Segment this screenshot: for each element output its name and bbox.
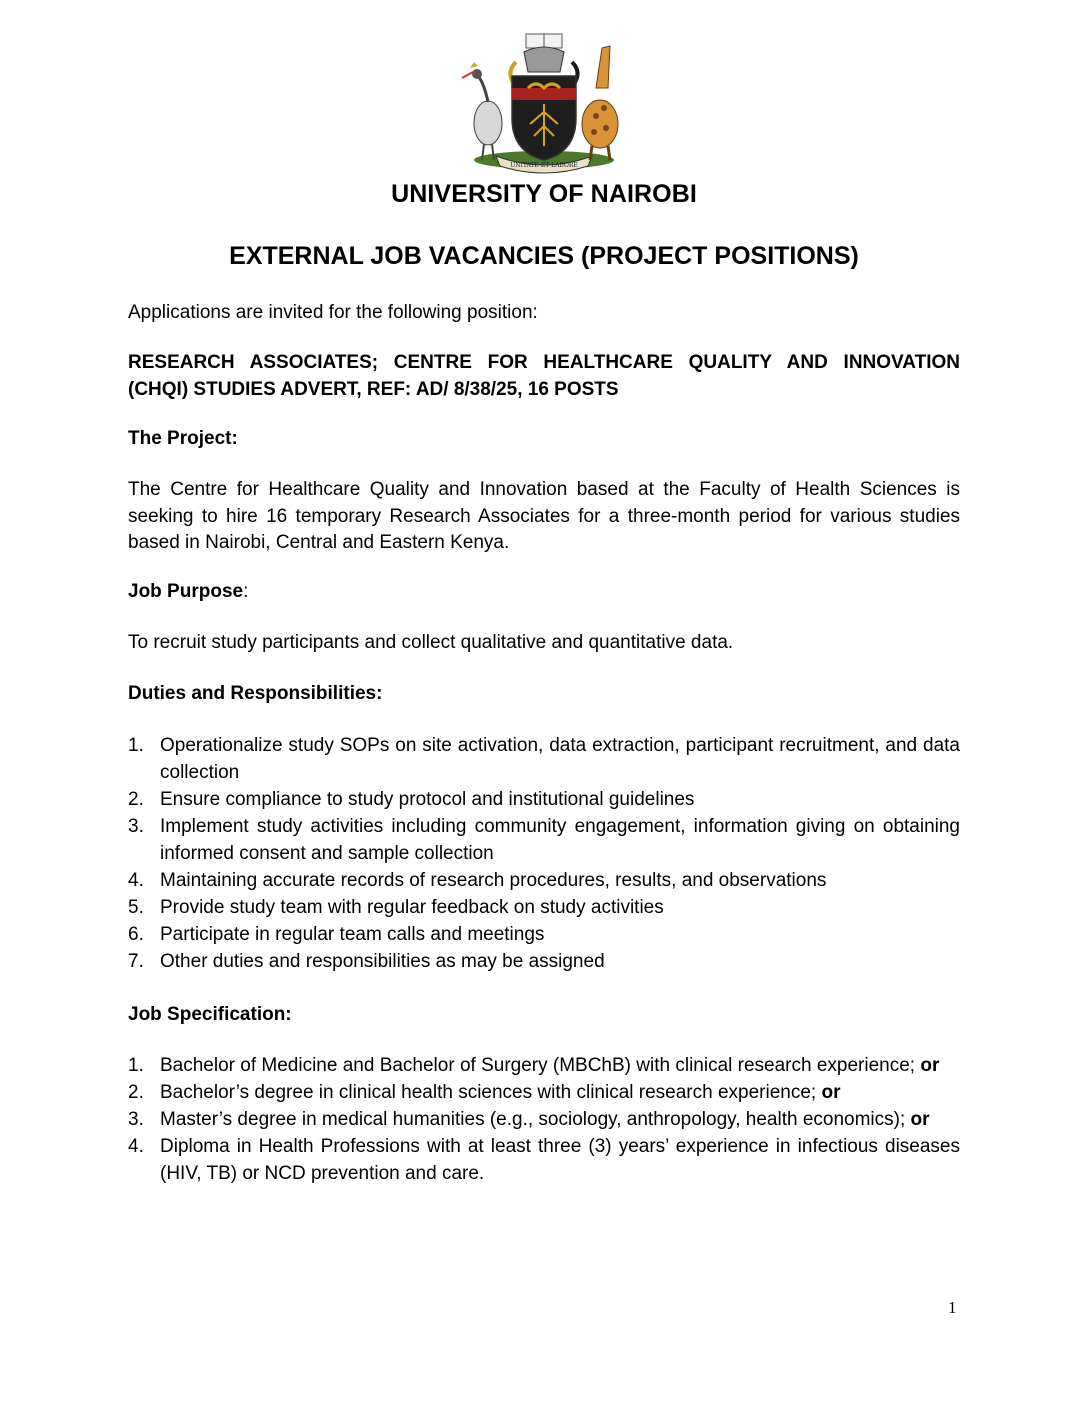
position-title-line2: (CHQI) STUDIES ADVERT, REF: AD/ 8/38/25, 16 POSTS <box>128 378 619 400</box>
list-item-number: 3. <box>128 1109 144 1130</box>
position-title-line1: RESEARCH ASSOCIATES; CENTRE FOR HEALTHCARE QUALITY AND INNOVATION <box>128 352 960 373</box>
job-purpose-heading <box>128 579 960 606</box>
job-purpose-text: To recruit study participants and collect qualitative and quantitative data. <box>128 632 734 653</box>
university-crest-logo <box>456 28 632 176</box>
duties-list-container <box>128 732 960 975</box>
list-item-text: Implement study activities including community engagement, information giving on obtaining informed consent and sample collection <box>160 816 960 864</box>
specification-list-container <box>128 1052 960 1187</box>
list-item-conjunction: or <box>920 1055 940 1076</box>
list-item-text: Provide study team with regular feedback on study activities <box>160 897 664 918</box>
list-item-text: Diploma in Health Professions with at least three (3) years’ experience in infectious diseases (HIV, TB) or NCD prevention and care. <box>160 1136 960 1184</box>
list-item-text: Operationalize study SOPs on site activation, data extraction, participant recruitment, and data collection <box>160 735 960 783</box>
list-item <box>128 1106 960 1133</box>
list-item-number: 2. <box>128 1082 144 1103</box>
project-text: The Centre for Healthcare Quality and Innovation based at the Faculty of Health Sciences is seeking to hire 16 temporary Research Associates for a three-month period for various studies based in Nairobi, Central and Eastern Kenya. <box>128 479 960 553</box>
list-item <box>128 921 960 948</box>
intro-text: Applications are invited for the following position: <box>128 302 538 323</box>
list-item-text: Ensure compliance to study protocol and institutional guidelines <box>160 789 695 810</box>
list-item-conjunction: or <box>910 1109 930 1130</box>
list-item-text: Master’s degree in medical humanities (e.g., sociology, anthropology, health economics); <box>160 1109 911 1130</box>
page-number: 1 <box>948 1298 957 1317</box>
list-item <box>128 1133 960 1187</box>
list-item <box>128 948 960 975</box>
project-heading: The Project: <box>128 428 238 449</box>
list-item-text: Bachelor of Medicine and Bachelor of Surgery (MBChB) with clinical research experience; <box>160 1055 921 1076</box>
list-item-number: 2. <box>128 789 144 810</box>
list-item <box>128 894 960 921</box>
list-item-text: Maintaining accurate records of research procedures, results, and observations <box>160 870 827 891</box>
list-item-number: 1. <box>128 1055 144 1076</box>
list-item <box>128 867 960 894</box>
duties-list <box>128 732 960 975</box>
list-item-conjunction: or <box>821 1082 841 1103</box>
list-item-number: 4. <box>128 1136 144 1157</box>
list-item-text: Participate in regular team calls and meetings <box>160 924 545 945</box>
list-item-number: 6. <box>128 924 144 945</box>
list-item-text: Bachelor’s degree in clinical health sciences with clinical research experience; <box>160 1082 822 1103</box>
list-item-number: 3. <box>128 816 144 837</box>
specification-list <box>128 1052 960 1187</box>
list-item <box>128 732 960 786</box>
svg-text:UNITATE ET LABORE: UNITATE ET LABORE <box>510 162 578 169</box>
list-item-text: Other duties and responsibilities as may be assigned <box>160 951 605 972</box>
list-item <box>128 1079 960 1106</box>
list-item-number: 7. <box>128 951 144 972</box>
duties-heading: Duties and Responsibilities: <box>128 683 383 704</box>
list-item-number: 4. <box>128 870 144 891</box>
page-heading: EXTERNAL JOB VACANCIES (PROJECT POSITIONS) <box>229 242 859 270</box>
university-name: UNIVERSITY OF NAIROBI <box>391 180 697 208</box>
list-item <box>128 1052 960 1079</box>
list-item <box>128 813 960 867</box>
job-purpose-colon: : <box>243 581 249 602</box>
job-purpose-label: Job Purpose <box>128 581 244 602</box>
list-item-number: 1. <box>128 735 144 756</box>
list-item <box>128 786 960 813</box>
specification-heading: Job Specification: <box>128 1004 292 1025</box>
list-item-number: 5. <box>128 897 144 918</box>
position-title <box>128 350 960 403</box>
